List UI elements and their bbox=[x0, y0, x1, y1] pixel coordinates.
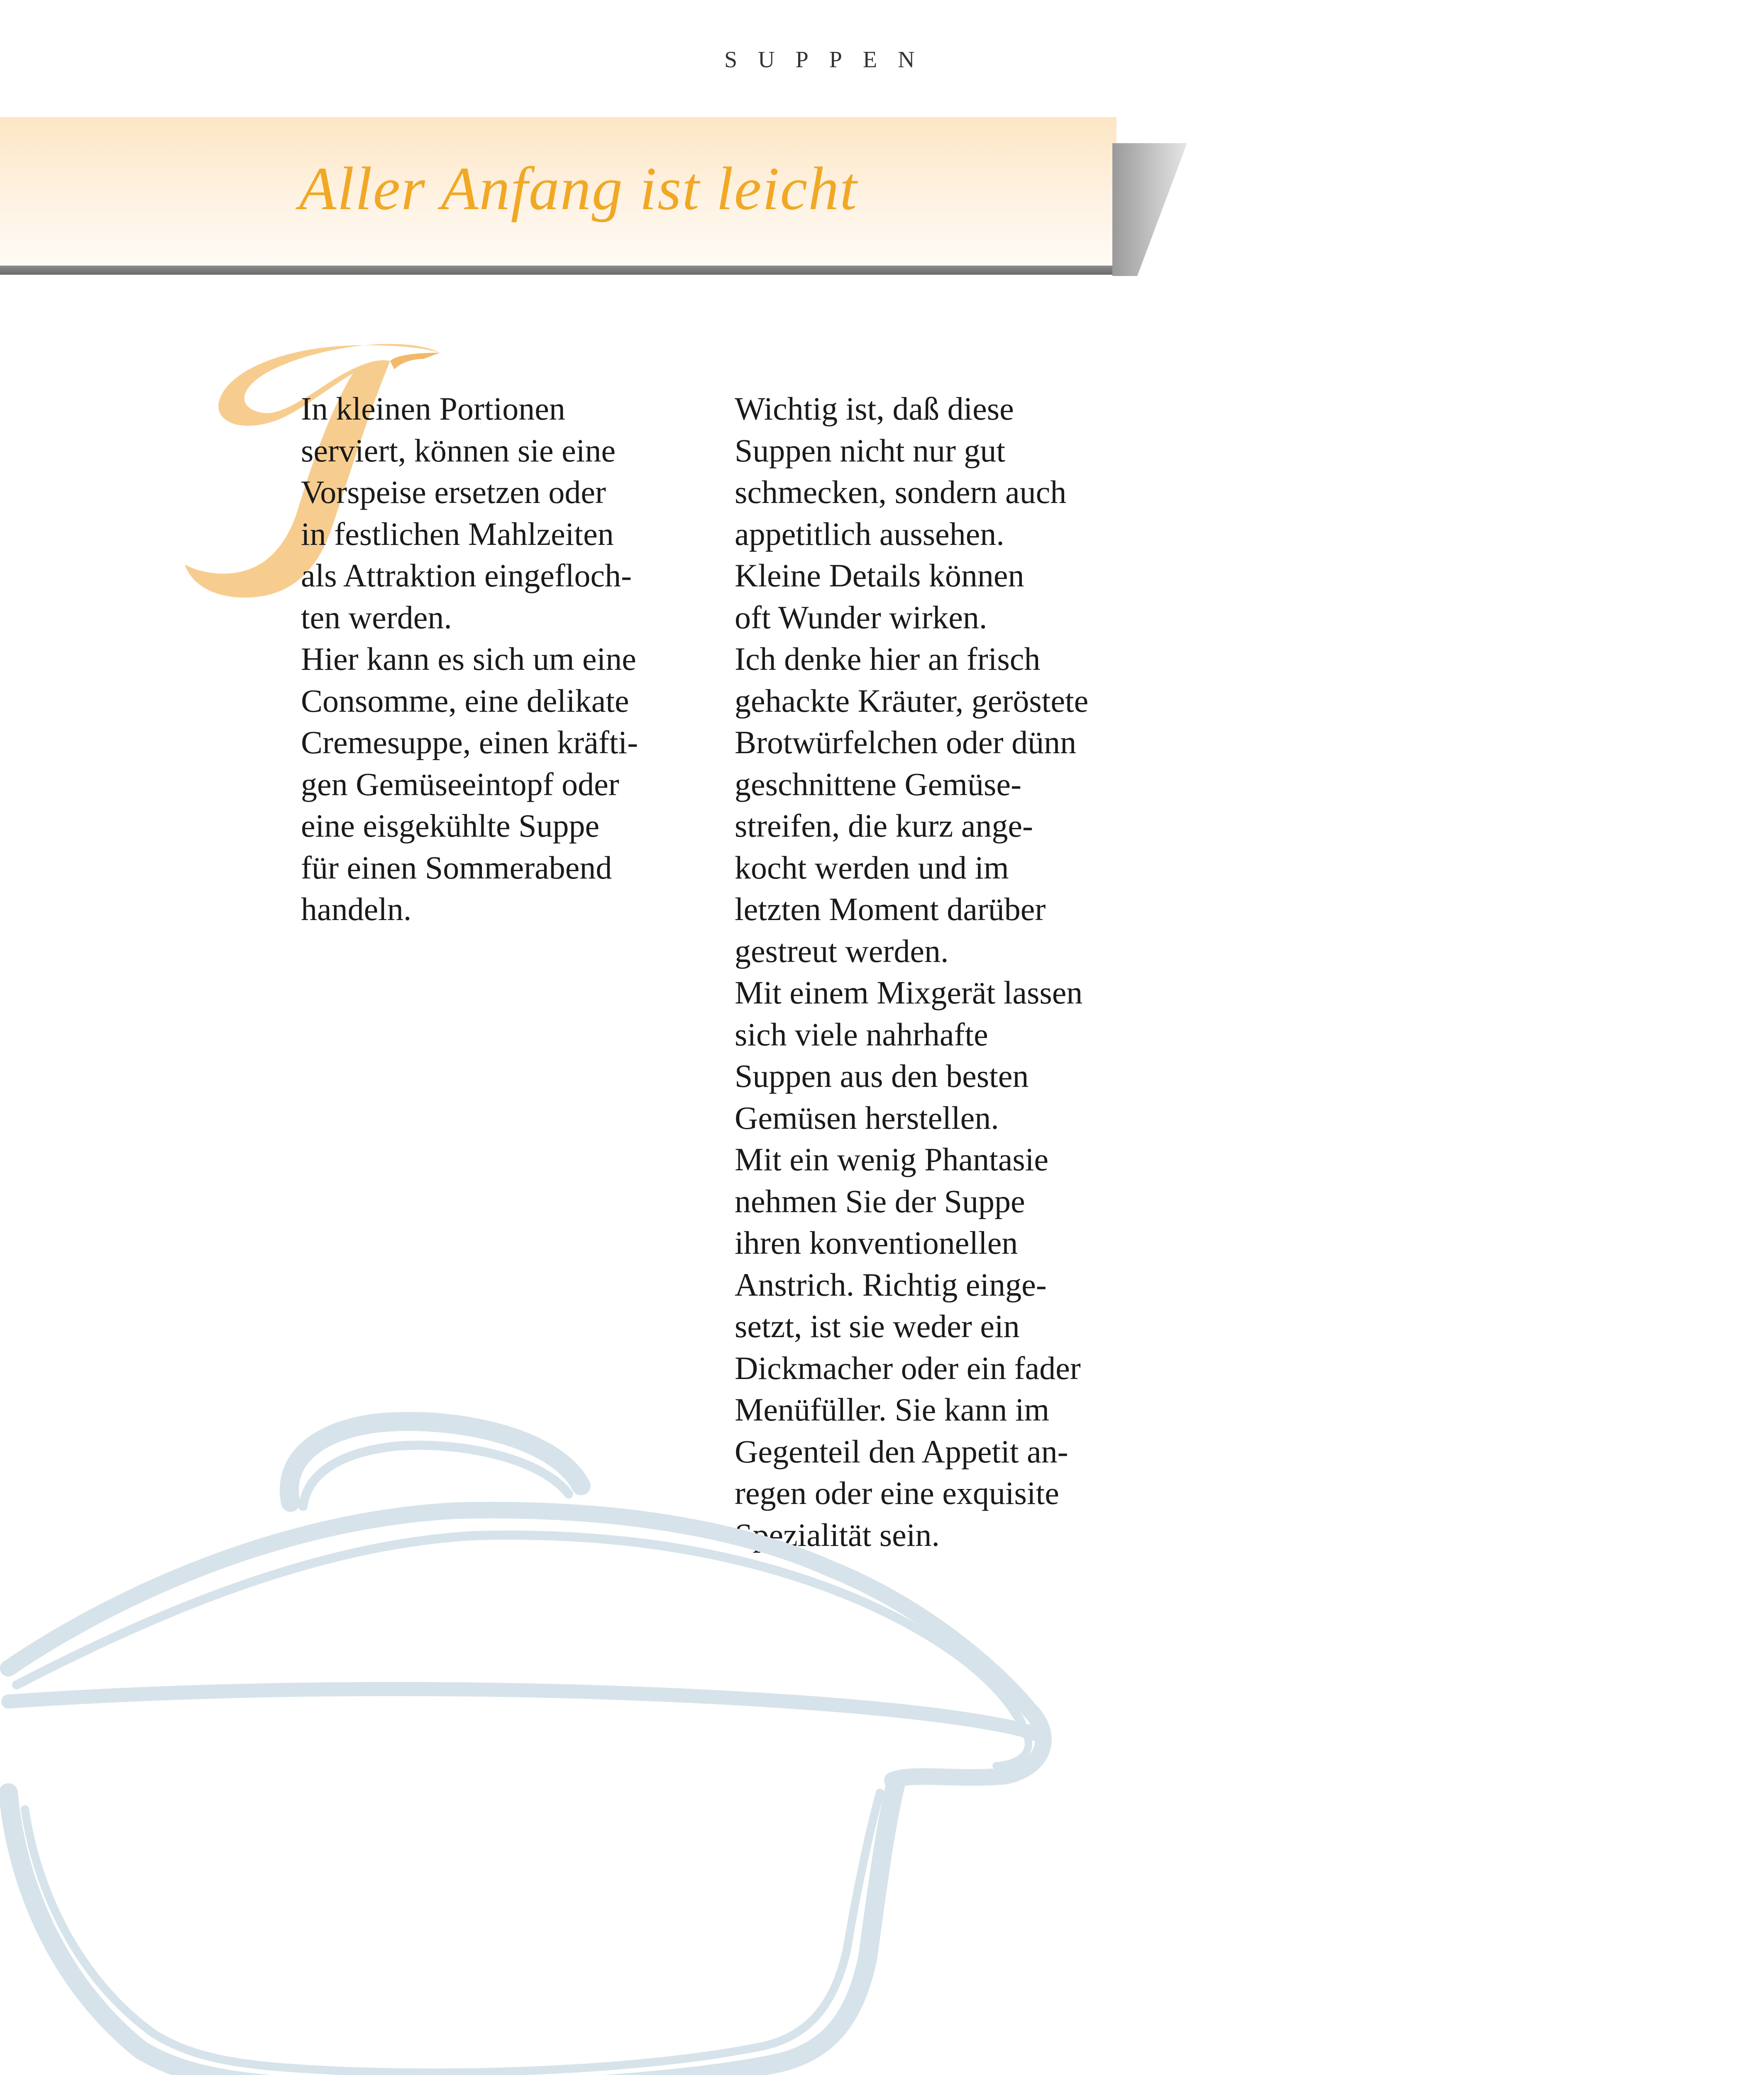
body-column-right: Wichtig ist, daß diese Suppen nicht nur gut schmecken, sondern auch appetitlich aussehen. Kleine Details können oft Wunder wirken. Ich denke hier an frisch gehackte Kräuter, geröstete Brotwürfelchen oder dünn geschnittene Gemüse- streifen, die kurz ange- kocht werden und im letzten Moment darüber gestreut werden. Mit einem Mixgerät lassen sich viele nahrhafte Suppen aus den besten Gemüsen herstellen. Mit ein wenig Phantasie nehmen Sie der Suppe ihren konventionellen Anstrich. Richtig einge- setzt, ist sie weder ein Dickmacher oder ein fader Menüfüller. Sie kann im Gegenteil den Appetit an- regen oder eine exquisite Spezialität sein. bbox=[735, 391, 1089, 1553]
title-rule bbox=[0, 266, 1129, 275]
body-column-left: In kleinen Portionen serviert, können sie eine Vorspeise ersetzen oder in festlichen Mahlzeiten als Attraktion eingefloch- ten werden. Hier kann es sich um eine Consomme, eine delikate Cremesuppe, einen kräfti- gen Gemüseeintopf oder eine eisgekühlte Suppe für einen Sommerabend handeln. bbox=[301, 391, 638, 927]
soup-pot-icon bbox=[0, 1394, 1063, 2075]
title-wedge-shadow bbox=[1112, 143, 1187, 276]
running-head: SUPPEN bbox=[724, 47, 936, 73]
page-title: Aller Anfang ist leicht bbox=[299, 155, 858, 223]
